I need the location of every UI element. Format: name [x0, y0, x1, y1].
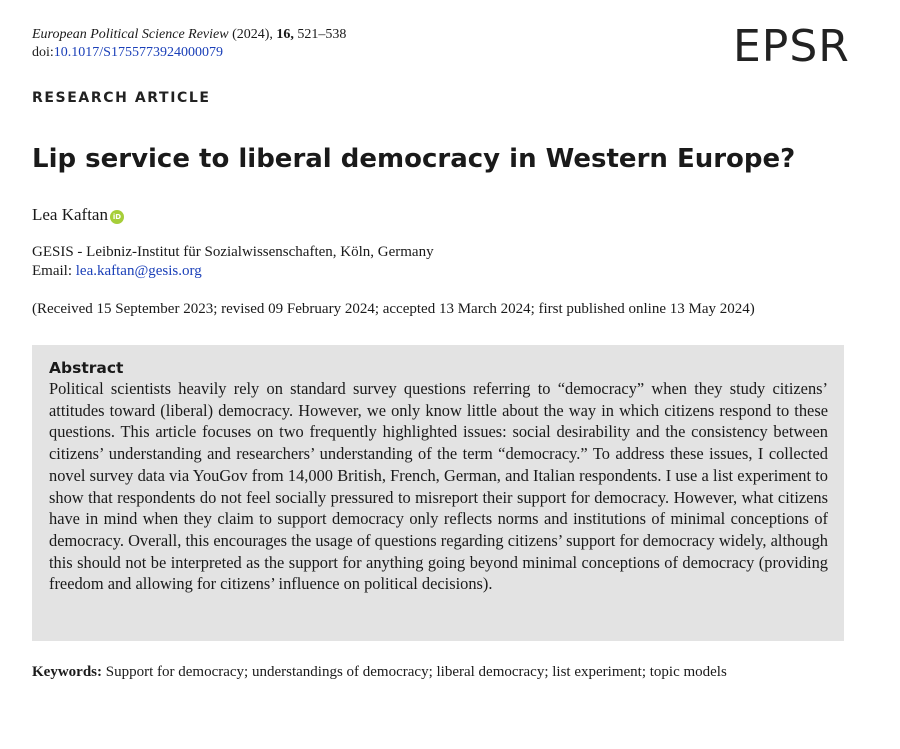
email-link[interactable]: lea.kaftan@gesis.org — [75, 263, 202, 279]
email-label: Email: — [32, 263, 72, 279]
doi-prefix: doi: — [32, 45, 54, 60]
journal-name: European Political Science Review — [32, 27, 229, 42]
affiliation-block — [32, 243, 434, 281]
author-name: Lea Kaftan — [32, 205, 108, 224]
citation-line — [32, 26, 346, 44]
abstract-text: Political scientists heavily rely on standard survey questions referring to “democracy” when they study citizens’ attitudes toward (liberal) democracy. However, we only know little about the way in which citizens respond to these questions. This article focuses on two frequently highlighted issues: social desirability and the consistency between citizens’ understanding and researchers’ understanding of the term “democracy.” To address these issues, I collected novel survey data via YouGov from 14,000 British, French, German, and Italian respondents. I use a list experiment to show that respondents do not feel socially pressured to misreport their support for democracy. However, what citizens have in mind when they claim to support democracy only reflects norms and institutions of minimal conceptions of democracy. Overall, this encourages the usage of questions regarding citizens’ support for democracy widely, although this should not be interpreted as the support for anything going beyond minimal conceptions of democracy (providing freedom and allowing for citizens’ influence on political decisions). — [49, 379, 828, 594]
orcid-icon[interactable]: iD — [110, 210, 124, 224]
article-type-label: RESEARCH ARTICLE — [32, 90, 211, 106]
abstract-heading: Abstract — [49, 359, 124, 377]
abstract-box — [32, 345, 844, 641]
keywords-label: Keywords: — [32, 664, 102, 680]
keywords-line — [32, 663, 727, 682]
affiliation-email-line — [32, 262, 434, 281]
citation-block — [32, 26, 346, 62]
keywords-text: Support for democracy; understandings of democracy; liberal democracy; list experiment; topic models — [105, 664, 727, 680]
doi-link[interactable]: 10.1017/S1755773924000079 — [53, 45, 223, 60]
citation-pages: 521–538 — [297, 27, 347, 42]
citation-volume: 16, — [276, 27, 294, 42]
citation-year: (2024), — [232, 27, 273, 42]
article-title: Lip service to liberal democracy in Western Europe? — [32, 144, 796, 174]
doi-line — [32, 44, 346, 62]
journal-logo: EPSR — [733, 21, 850, 72]
author-line — [32, 205, 124, 225]
publication-dates: (Received 15 September 2023; revised 09 February 2024; accepted 13 March 2024; first published online 13 May 2024) — [32, 301, 755, 317]
affiliation-institution: GESIS - Leibniz-Institut für Sozialwissenschaften, Köln, Germany — [32, 244, 434, 260]
